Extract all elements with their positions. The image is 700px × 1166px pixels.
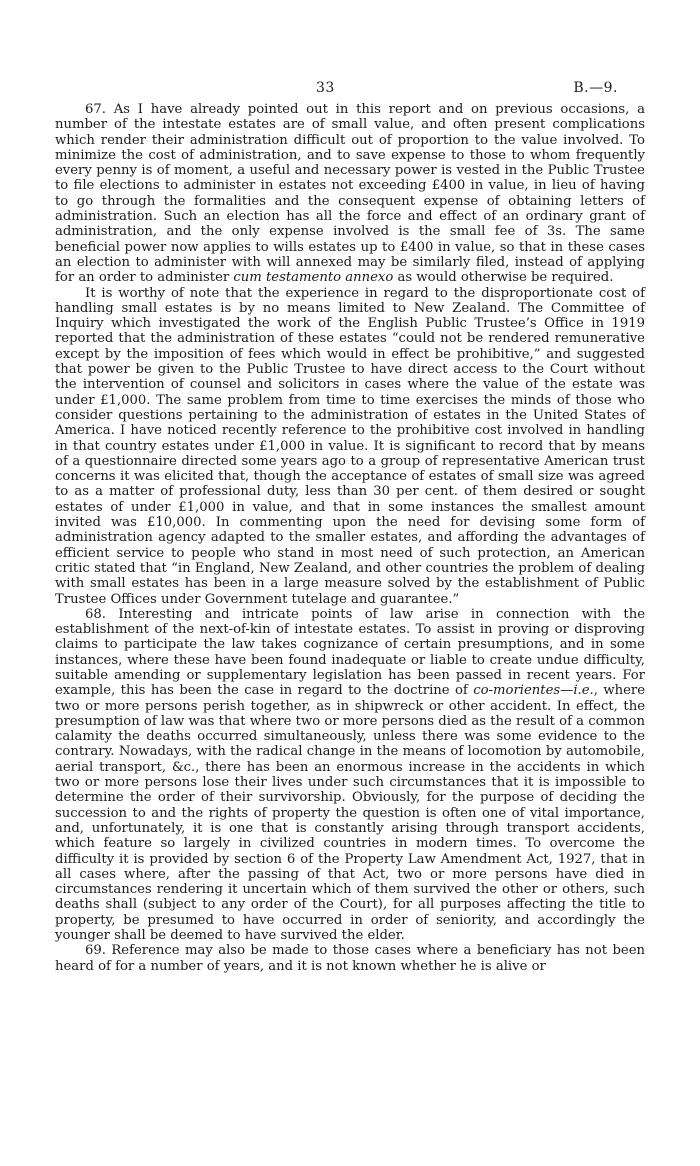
paragraph-67-continued: It is worthy of note that the experience in regard to the disproportionate cost of handling small estates is by no means limited to New Zealand. The Committee of Inquiry which investigated the work of the English Public Trustee’s Office in 1919 reported that the administration of these estates “could not be rendered remunerative except by the imposition of fees which would in effect be prohibitive,” and suggested that power be given to the Public Trustee to have direct access to the Court without the intervention of counsel and solicitors in cases where the value of the estate was under £1,000. The same problem from time to time exercises the minds of those who consider questions pertaining to the administration of estates in the United States of America. I have noticed recently reference to the prohibitive cost involved in handling in that country estates under £1,000 in value. It is significant to record that by means of a questionnaire directed some years ago to a group of representative American trust concerns it was elicited that, though the acceptance of estates of small size was agreed to as a matter of professional duty, less than 30 per cent. of them desired or sought estates of under £1,000 in value, and that in some instances the smallest amount invited was £10,000. In commenting upon the need for devising some form of administration agency adapted to the smaller estates, and affording the advantages of efficient service to people who stand in most need of such protection, an American critic stated that “in England, New Zealand, and other countries the problem of dealing with small estates has been in a large measure solved by the establishment of Public Trustee Offices under Government tutelage and guarantee.” [55, 285, 645, 607]
paragraph-67-latin-phrase: cum testamento annexo [233, 270, 394, 286]
paragraph-68-ending: , where two or more persons perish together, as in shipwreck or other accident. In effect, the presumption of law was that where two or more persons died as the result of a common calamity the deaths occurred simultaneously, unless there was some evidence to the contrary. Nowadays, with the radical change in the means of locomotion by automobile, aerial transport, &c., there has been an enormous increase in the accidents in which two or more persons lose their lives under such circumstances that it is impossible to determine the order of their survivorship. Obviously, for the purpose of deciding the succession to and the rights of property the question is often one of vital importance, and, unfortunately, it is one that is constantly arising through transport accidents, which feature so largely in civilized countries in modern times. To overcome the difficulty it is provided by section 6 of the Property Law Amendment Act, 1927, that in all cases where, after the passing of that Act, two or more persons have died in circumstances rendering it uncertain which of them survived the other or others, such deaths shall (subject to any order of the Court), for all purposes affecting the title to property, be presumed to have occurred in order of seniority, and accordingly the younger shall be deemed to have survived the elder. [55, 683, 646, 944]
paragraph-68-latin-term: co-morientes—i.e. [473, 683, 594, 699]
paragraph-67-text: 67. As I have already pointed out in this report and on previous occasions, a number of the intestate estates are of small value, and often present complications which render their administration difficult out of proportion to the value involved. To minimize the cost of administration, and to save expense to those to whom frequently every penny is of moment, a useful and necessary power is vested in the Public Trustee to file elections to administer in estates not exceeding £400 in value, in lieu of having to go through the formalities and the consequent expense of obtaining letters of administration. Such an election has all the force and effect of an ordinary grant of administration, and the only expense involved is the small fee of 3s. The same beneficial power now applies to wills estates up to £400 in value, so that in these cases an election to administer with will annexed may be similarly filed, instead of applying for an order to administer [55, 102, 645, 286]
paragraph-68 [55, 607, 645, 944]
paragraph-67 [55, 102, 645, 286]
page-number: 33 [316, 80, 335, 96]
paragraph-67-ending: as would otherwise be required. [393, 270, 614, 286]
document-body [55, 102, 645, 974]
document-reference: B.—9. [573, 80, 618, 96]
paragraph-69: 69. Reference may also be made to those cases where a beneficiary has not been heard of for a number of years, and it is not known whether he is alive or [55, 943, 645, 974]
paragraph-68-text: 68. Interesting and intricate points of law arise in connection with the establishment of the next-of-kin of intestate estates. To assist in proving or disproving claims to participate the law takes cognizance of certain presumptions, and in some instances, where these have been found inadequate or liable to create undue difficulty, suitable amending or supplementary legislation has been passed in recent years. For example, this has been the case in regard to the doctrine of [55, 606, 645, 699]
